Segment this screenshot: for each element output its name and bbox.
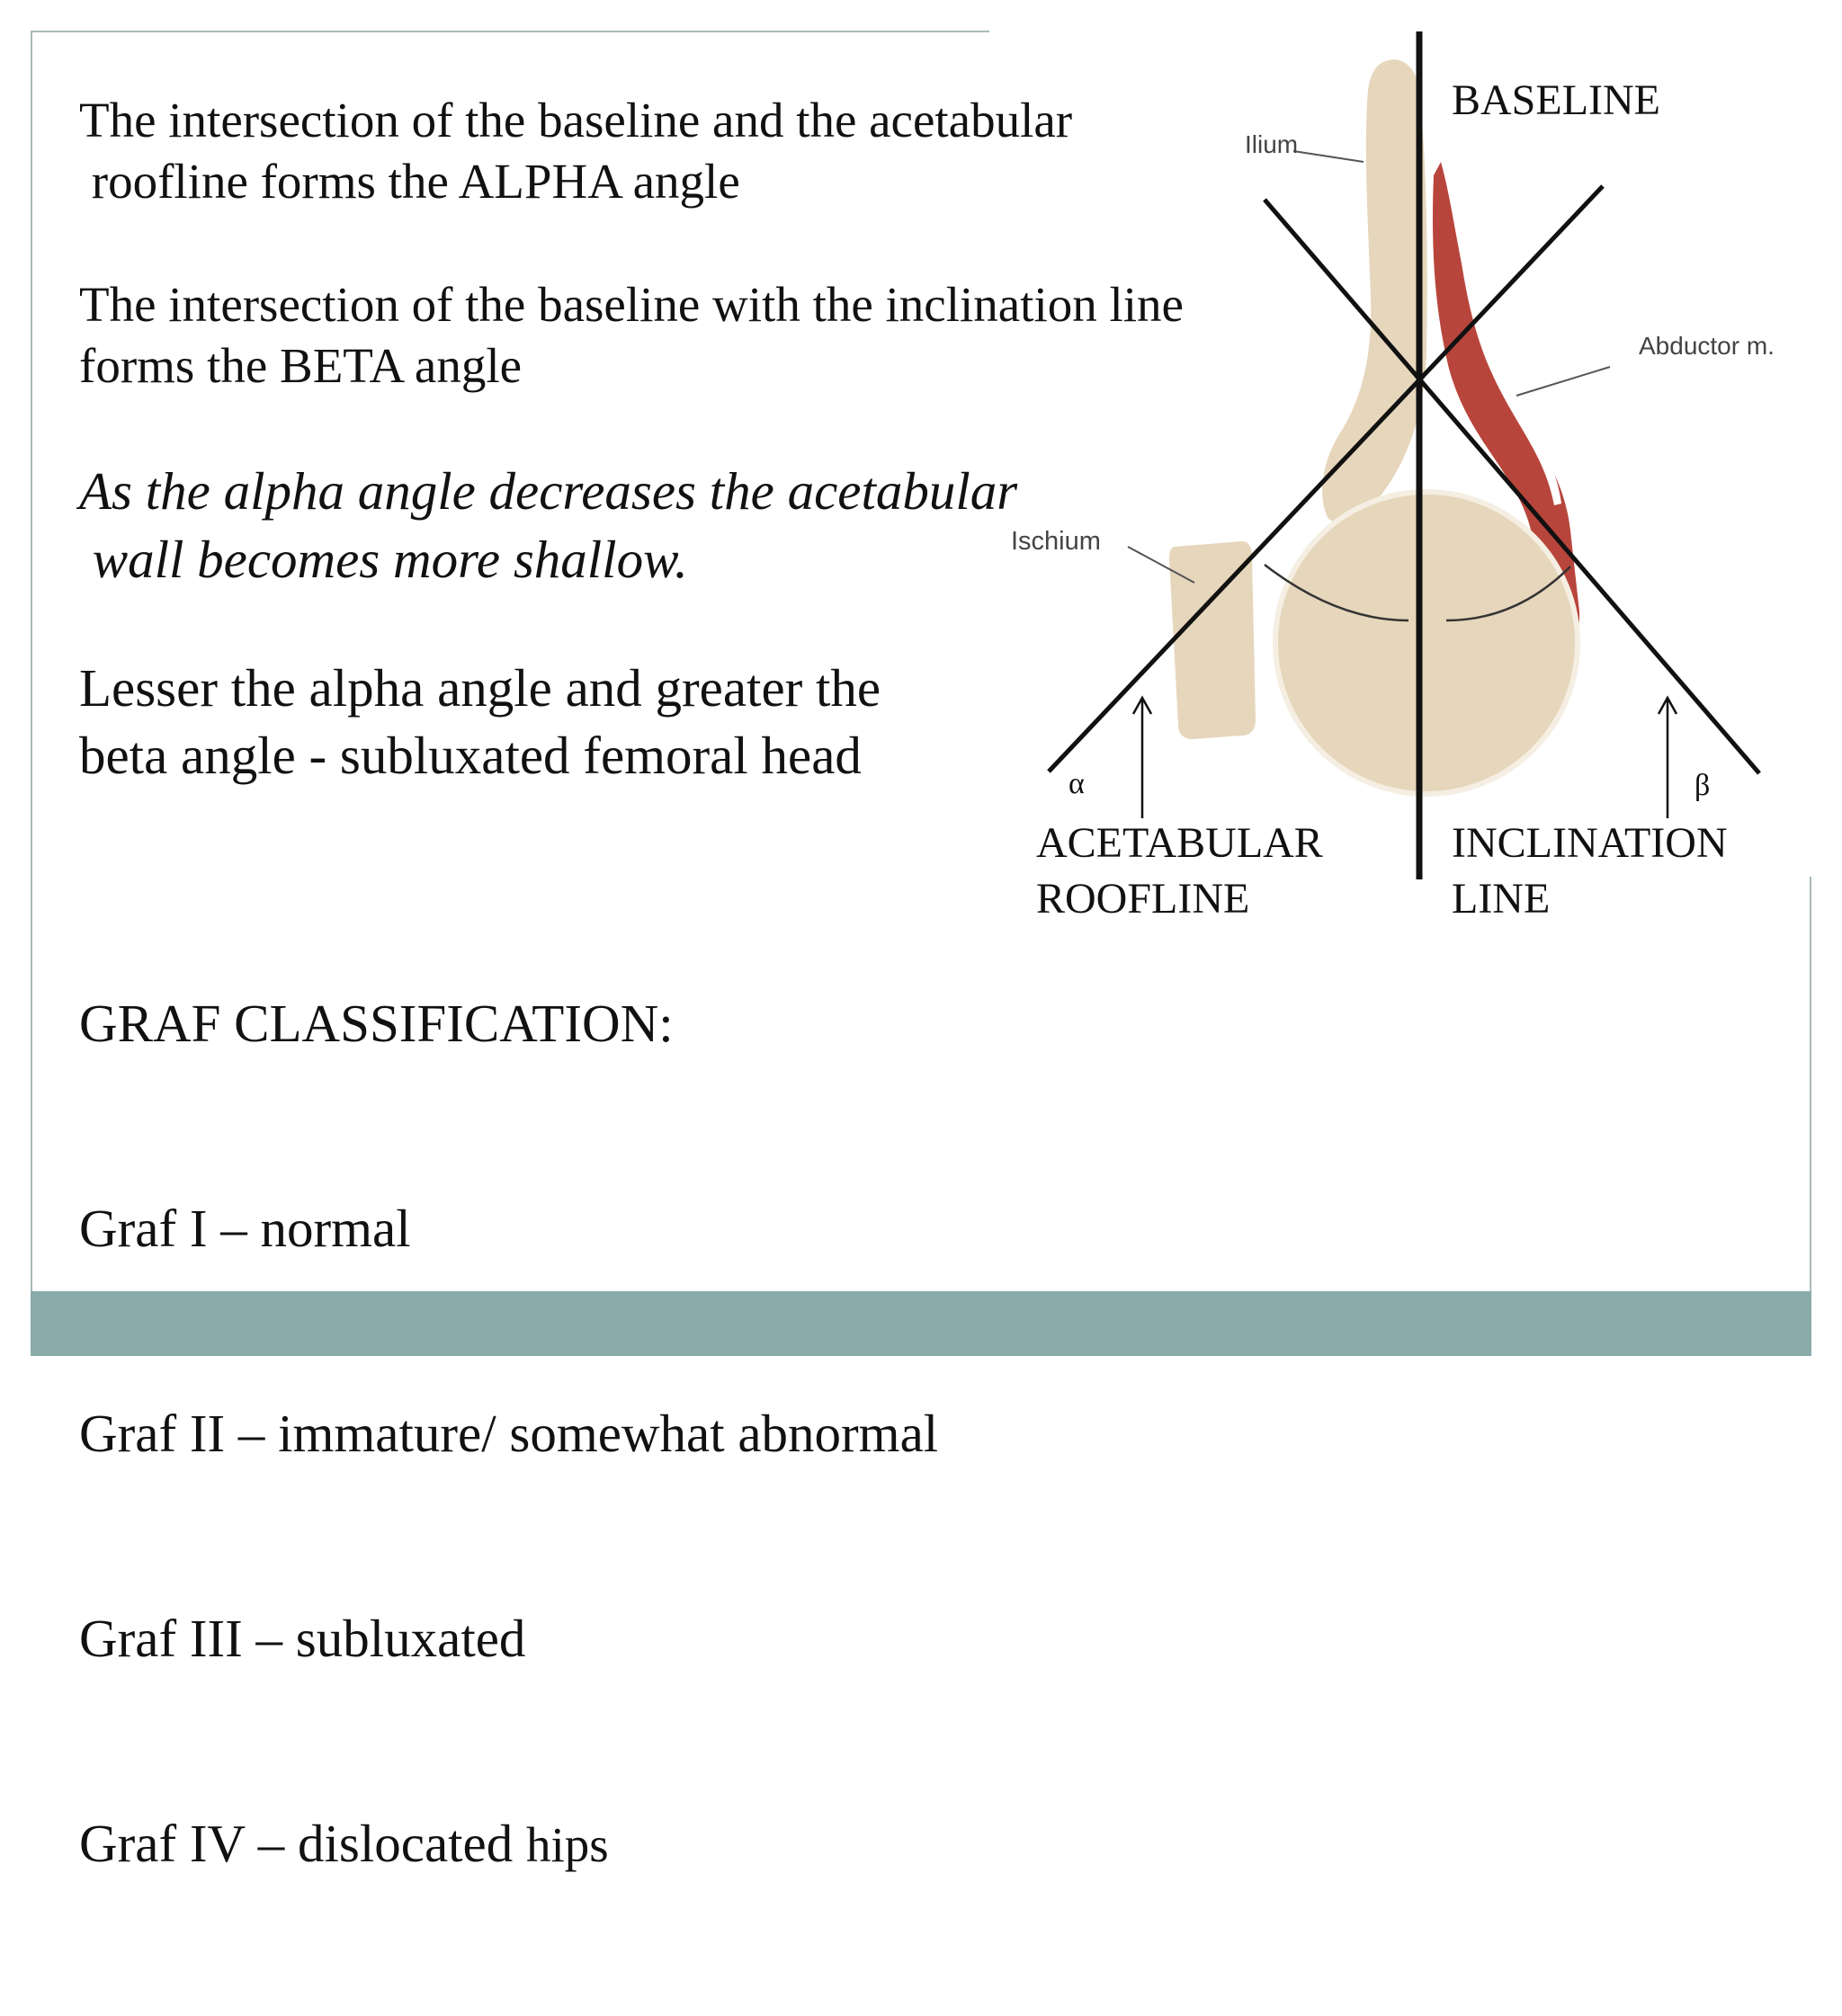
alpha-symbol: α [1069, 767, 1085, 800]
slide-frame-top [31, 31, 989, 32]
graf-item-4-prefix: Graf IV – dislocated [79, 1814, 526, 1873]
abductor-leader-line [1516, 367, 1610, 396]
graf-item-1: Graf I – normal [79, 1199, 411, 1258]
graf-classification [79, 852, 938, 2016]
ischium-bone [1169, 541, 1256, 739]
acetabular-label-line1: ACETABULAR [1036, 819, 1323, 867]
slide-frame-left [31, 31, 32, 1313]
beta-symbol: β [1694, 769, 1711, 802]
baseline-label: BASELINE [1452, 76, 1660, 124]
inclination-label-line1: INCLINATION [1452, 819, 1728, 867]
shallow-wall-paragraph: As the alpha angle decreases the acetabular wall becomes more shallow. [79, 461, 1018, 589]
slide-footer-bar [31, 1291, 1811, 1356]
beta-angle-paragraph: The intersection of the baseline with the inclination line forms the BETA angle [79, 277, 1184, 393]
subluxation-paragraph: Lesser the alpha angle and greater the beta angle - subluxated femoral head [79, 658, 881, 785]
ilium-label: Ilium [1245, 130, 1299, 158]
graf-item-2: Graf II – immature/ somewhat abnormal [79, 1404, 939, 1463]
ilium-leader-line [1293, 151, 1364, 162]
graf-item-4-suffix: hips [525, 1817, 609, 1872]
abductor-label: Abductor m. [1639, 332, 1775, 360]
graf-item-3: Graf III – subluxated [79, 1609, 526, 1668]
hip-ultrasound-diagram [986, 27, 1813, 926]
inclination-label-line2: LINE [1452, 875, 1551, 923]
alpha-angle-paragraph: The intersection of the baseline and the acetabular roofline forms the ALPHA angle [79, 93, 1073, 209]
graf-classification-heading: GRAF CLASSIFICATION: [79, 994, 674, 1053]
graf-item-4 [79, 1809, 938, 1879]
ilium-bone [1322, 59, 1427, 522]
acetabular-label-line2: ROOFLINE [1036, 875, 1250, 923]
ischium-label: Ischium [1011, 527, 1101, 556]
slide-frame-right [1810, 877, 1811, 1313]
femoral-head [1275, 492, 1578, 794]
